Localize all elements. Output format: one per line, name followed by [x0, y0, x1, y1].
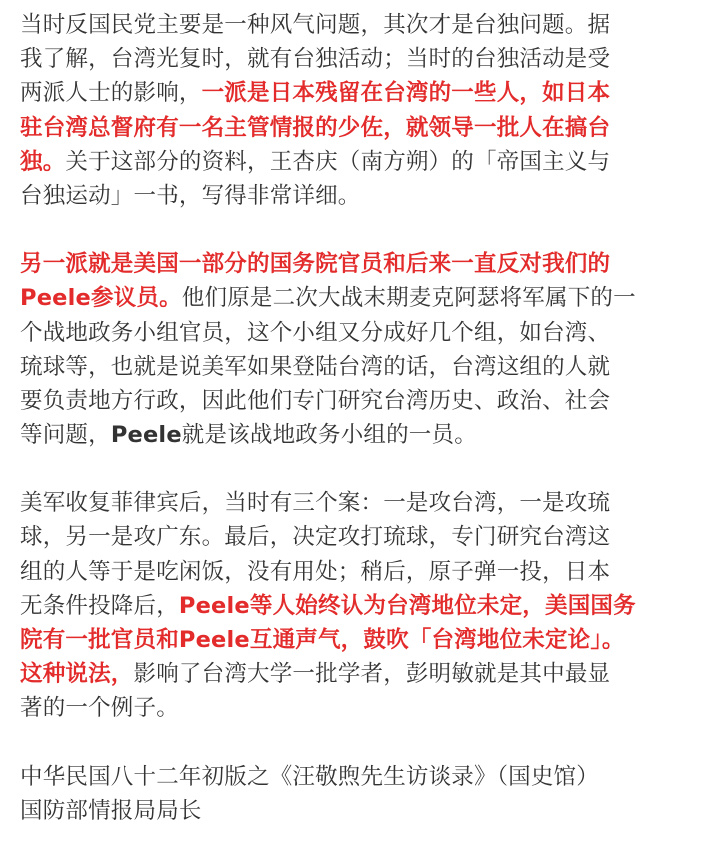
text-line	[20, 179, 708, 213]
text-segment: 关于这部分的资料，王杏庆（南方朔）的「帝国主义与	[65, 148, 611, 175]
article-body	[20, 8, 708, 828]
text-segment: 影响了台湾大学一批学者，彭明敏就是其中最显	[133, 661, 611, 688]
source-line	[20, 794, 708, 828]
text-segment: 他们原是二次大战末期麦克阿瑟将军属下的一	[181, 285, 636, 312]
text-line	[20, 623, 708, 657]
text-line	[20, 589, 708, 623]
source-role: 国防部情报局局长	[20, 797, 202, 824]
text-line	[20, 691, 708, 725]
text-segment: 两派人士的影响，	[20, 80, 202, 107]
text-line	[20, 111, 708, 145]
text-segment: 球，另一是攻广东。最后，决定攻打琉球，专门研究台湾这	[20, 524, 611, 551]
highlighted-text: 一派是日本残留在台湾的一些人，如日本	[201, 80, 611, 107]
text-line	[20, 418, 708, 452]
text-line	[20, 8, 708, 42]
text-line	[20, 384, 708, 418]
highlighted-text: 驻台湾总督府有一名主管情报的少佐，就领导一批人在搞台	[20, 114, 611, 141]
text-segment: 琉球等，也就是说美军如果登陆台湾的话，台湾这组的人就	[20, 353, 611, 380]
text-segment: 著的一个例子。	[20, 695, 179, 722]
text-line	[20, 657, 708, 691]
paragraph-source	[20, 760, 708, 828]
highlighted-text: 这种说法，	[20, 661, 134, 688]
text-line	[20, 486, 708, 520]
text-segment: 组的人等于是吃闲饭，没有用处；稍后，原子弹一投，日本	[20, 558, 611, 585]
text-line	[20, 247, 708, 281]
text-segment: 要负责地方行政，因此他们专门研究台湾历史、政治、社会	[20, 387, 611, 414]
highlighted-text: Peele参议员。	[20, 285, 182, 312]
source-line	[20, 760, 708, 794]
paragraph-3	[20, 486, 708, 725]
text-segment: 当时反国民党主要是一种风气问题，其次才是台独问题。据	[20, 12, 611, 38]
highlighted-text: 另一派就是美国一部分的国务院官员和后来一直反对我们的	[20, 251, 611, 278]
text-segment: 台独运动」一书，写得非常详细。	[20, 182, 361, 209]
text-line	[20, 350, 708, 384]
text-line	[20, 42, 708, 76]
text-line	[20, 316, 708, 350]
text-segment: 美军收复菲律宾后，当时有三个案：一是攻台湾，一是攻琉	[20, 490, 611, 517]
highlighted-text: 独。	[20, 148, 66, 175]
highlighted-text: 院有一批官员和Peele互通声气，鼓吹「台湾地位未定论」。	[20, 627, 625, 653]
text-segment: 我了解，台湾光复时，就有台独活动；当时的台独活动是受	[20, 46, 611, 73]
source-title: 中华民国八十二年初版之《汪敬煦先生访谈录》（国史馆）	[20, 763, 599, 790]
text-line	[20, 76, 708, 110]
text-segment: 无条件投降后，	[20, 592, 179, 619]
paragraph-1	[20, 8, 708, 213]
paragraph-2	[20, 247, 708, 452]
text-line	[20, 555, 708, 589]
bold-name: Peele	[110, 422, 182, 449]
text-segment: 等问题，	[20, 422, 111, 449]
text-line	[20, 520, 708, 554]
highlighted-text: Peele等人始终认为台湾地位未定，美国国务	[178, 592, 636, 619]
text-segment: 就是该战地政务小组的一员。	[181, 422, 477, 449]
text-line	[20, 145, 708, 179]
text-line	[20, 281, 708, 315]
text-segment: 个战地政务小组官员，这个小组又分成好几个组，如台湾、	[20, 319, 611, 346]
